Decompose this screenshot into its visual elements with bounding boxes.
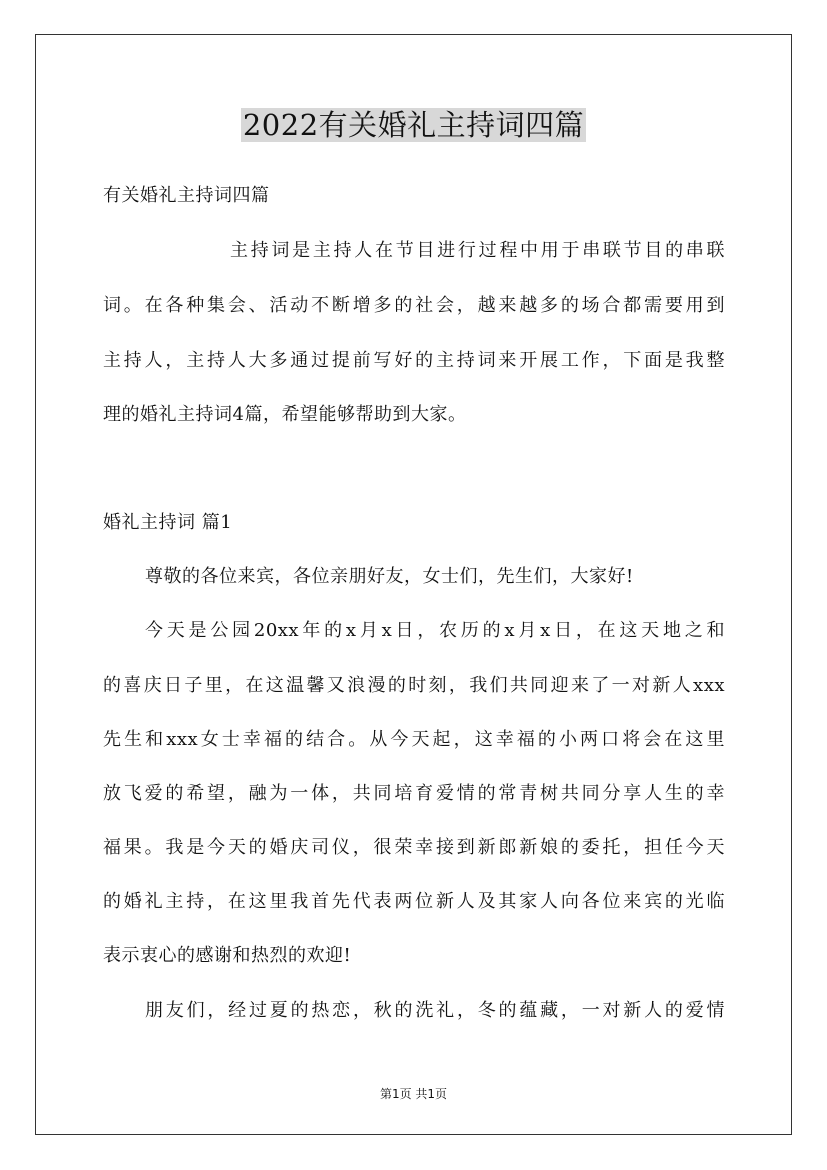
para1-line-2: 的喜庆日子里，在这温馨又浪漫的时刻，我们共同迎来了一对新人xxx <box>103 675 725 696</box>
para1-line-5: 福果。我是今天的婚庆司仪，很荣幸接到新郎新娘的委托，担任今天 <box>103 837 725 858</box>
greeting-line: 尊敬的各位来宾，各位亲朋好友，女士们，先生们，大家好! <box>145 566 634 587</box>
intro-line-3: 主持人，主持人大多通过提前写好的主持词来开展工作，下面是我整 <box>103 350 725 371</box>
document-title: 2022有关婚礼主持词四篇 <box>242 108 585 142</box>
para1-line-3: 先生和xxx女士幸福的结合。从今天起，这幸福的小两口将会在这里 <box>103 729 725 750</box>
para2-line-1: 朋友们，经过夏的热恋，秋的洗礼，冬的蕴藏，一对新人的爱情 <box>145 1000 725 1021</box>
para1-line-6: 的婚礼主持，在这里我首先代表两位新人及其家人向各位来宾的光临 <box>103 891 725 912</box>
intro-line-1: 主持词是主持人在节目进行过程中用于串联节目的串联 <box>230 240 725 261</box>
para1-line-4: 放飞爱的希望，融为一体，共同培育爱情的常青树共同分享人生的幸 <box>103 783 725 804</box>
page-footer: 第1页 共1页 <box>379 1087 448 1101</box>
intro-line-4: 理的婚礼主持词4篇，希望能够帮助到大家。 <box>103 404 467 425</box>
document-title-wrap <box>0 103 827 144</box>
para1-line-1: 今天是公园20xx年的x月x日，农历的x月x日，在这天地之和 <box>145 620 725 641</box>
subtitle: 有关婚礼主持词四篇 <box>103 185 270 206</box>
section-heading: 婚礼主持词 篇1 <box>103 512 233 533</box>
para1-line-7: 表示衷心的感谢和热烈的欢迎! <box>103 945 352 966</box>
intro-line-2: 词。在各种集会、活动不断增多的社会，越来越多的场合都需要用到 <box>103 295 725 316</box>
